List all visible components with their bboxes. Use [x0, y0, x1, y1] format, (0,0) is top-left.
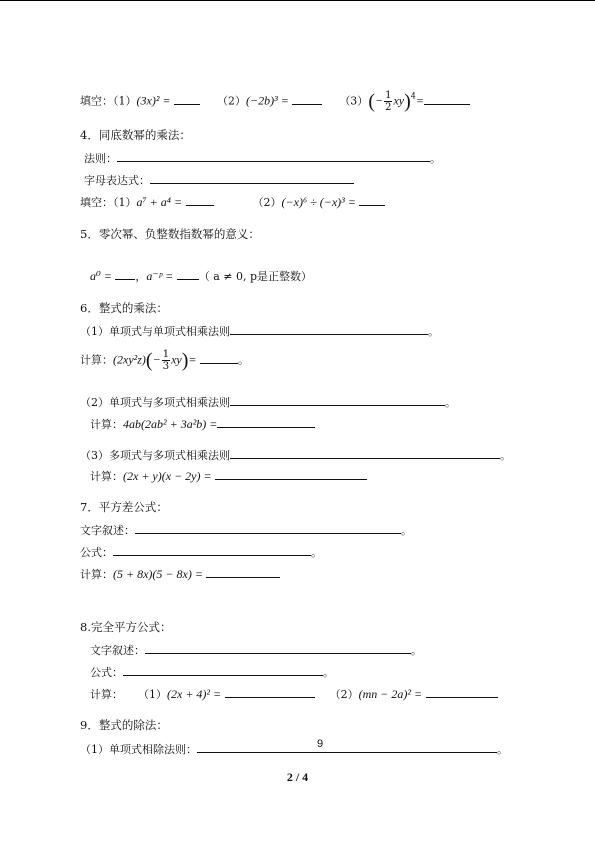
section-6-rule-2-row — [80, 393, 456, 411]
section-8-formula-label: 公式： — [90, 666, 123, 679]
power-item-3-variables: xy — [393, 93, 405, 108]
section-4-formula-row — [84, 171, 354, 189]
section-4-fill-2-expression: (−x)⁶ ÷ (−x)³ = — [281, 195, 356, 209]
section-4-rule-blank[interactable] — [117, 149, 430, 162]
section-6-calc-3-row — [90, 467, 367, 485]
section-9-title: 9．整式的除法： — [80, 718, 168, 732]
section-8-calc-1-blank[interactable] — [225, 685, 315, 698]
power-item-3-sign: − — [374, 93, 384, 108]
section-4-fill-1-blank[interactable] — [186, 193, 214, 206]
section-6-rule-1-label: （1）单项式与单项式相乘法则 — [80, 325, 230, 338]
power-item-3-denominator: 2 — [385, 102, 392, 113]
section-9-rule-row — [80, 740, 508, 758]
section-8-calc-1-number: （1） — [138, 688, 167, 701]
section-6-rule-1-period: 。 — [428, 325, 439, 338]
section-4-formula-blank[interactable] — [150, 171, 354, 184]
section-8-calc-2-blank[interactable] — [426, 685, 498, 698]
section-8-calc-label: 计算： — [90, 688, 123, 701]
section-6-calc-1-close-paren: ) — [181, 349, 189, 372]
section-6-calc-1-open-paren: ( — [145, 349, 153, 372]
power-item-3-numerator: 1 — [385, 90, 392, 101]
page-top-border — [0, 0, 595, 1]
section-4-formula-label: 字母表达式： — [84, 174, 150, 187]
section-9-rule-label: （1）单项式相除法则： — [80, 743, 197, 756]
power-item-3-open-paren: ( — [368, 90, 375, 113]
section-4-fill-2-blank[interactable] — [359, 193, 385, 206]
power-item-3-blank[interactable] — [424, 92, 470, 105]
section-7-formula-label: 公式： — [80, 546, 113, 559]
section-6-rule-1-blank[interactable] — [230, 322, 428, 335]
power-fill-row — [80, 90, 470, 113]
section-7-calc-row — [80, 565, 280, 583]
section-8-calc-1-expression: (2x + 4)² = — [167, 687, 222, 701]
section-8-text-label: 文字叙述： — [90, 644, 145, 657]
section-5-zero-power: a⁰ = — [90, 269, 112, 283]
section-6-calc-3-label: 计算： — [90, 470, 123, 483]
page-number: 2 / 4 — [286, 770, 309, 784]
section-4-fill-label: 填空： — [80, 196, 113, 209]
section-5-fill-row — [90, 267, 312, 285]
section-8-calc-2-expression: (mn − 2a)² = — [358, 687, 423, 701]
section-6-rule-3-label: （3）多项式与多项式相乘法则 — [80, 449, 230, 462]
section-6-calc-2-blank[interactable] — [217, 415, 315, 428]
section-6-rule-2-blank[interactable] — [230, 393, 445, 406]
section-6-calc-1-sign: − — [152, 352, 161, 367]
section-7-title: 7．平方差公式： — [80, 500, 168, 514]
section-9-rule-blank[interactable] — [197, 740, 497, 753]
section-4-fill-row — [80, 193, 385, 211]
section-7-text-row — [80, 521, 412, 539]
section-8-formula-blank[interactable] — [123, 663, 323, 676]
power-item-1-number: （1） — [113, 94, 137, 108]
section-4-rule-row — [84, 149, 441, 167]
section-7-calc-blank[interactable] — [206, 565, 280, 578]
section-8-text-blank[interactable] — [145, 641, 411, 654]
section-8-title: 8.完全平方公式： — [80, 620, 172, 634]
section-6-calc-1-row — [80, 349, 249, 372]
section-6-calc-1-blank[interactable] — [200, 351, 238, 364]
power-item-2-blank[interactable] — [292, 92, 322, 105]
section-9-rule-period: 。 — [497, 743, 508, 756]
section-6-calc-3-blank[interactable] — [215, 467, 367, 480]
power-item-3-fraction — [384, 90, 392, 113]
section-6-rule-3-period: 。 — [500, 449, 511, 462]
section-8-text-row — [90, 641, 422, 659]
power-item-3-close-paren: ) — [404, 90, 411, 113]
section-4-fill-2-number: （2） — [252, 196, 282, 209]
section-6-calc-1-fraction — [162, 349, 170, 372]
section-8-formula-period: 。 — [323, 666, 334, 679]
section-5-comma: ， — [135, 270, 147, 283]
section-6-rule-2-label: （2）单项式与多项式相乘法则 — [80, 396, 230, 409]
section-9-rule-filled-text: 9 — [317, 738, 324, 750]
section-6-calc-3-expression: (2x + y)(x − 2y) = — [123, 469, 212, 483]
section-6-calc-1-denominator: 3 — [162, 361, 170, 372]
section-4-title: 4．同底数幂的乘法： — [80, 128, 191, 142]
section-4-rule-label: 法则： — [84, 152, 117, 165]
power-item-3-number: （3） — [339, 94, 369, 108]
section-6-calc-2-expression: 4ab(2ab² + 3a²b) = — [123, 417, 218, 431]
section-6-title: 6．整式的乘法： — [80, 301, 168, 315]
section-6-calc-2-label: 计算： — [90, 418, 123, 431]
section-8-formula-row — [90, 663, 334, 681]
power-item-2-number: （2） — [217, 94, 247, 108]
section-5-negative-power-blank[interactable] — [177, 267, 199, 280]
section-4-rule-period: 。 — [430, 152, 441, 165]
section-7-calc-expression: (5 + 8x)(5 − 8x) = — [113, 567, 203, 581]
section-6-rule-1-row — [80, 322, 439, 340]
section-6-rule-3-blank[interactable] — [230, 446, 500, 459]
section-5-condition: （ a ≠ 0, p是正整数） — [198, 270, 313, 283]
section-7-text-period: 。 — [401, 524, 412, 537]
section-6-rule-2-period: 。 — [445, 396, 456, 409]
section-6-calc-1-factor-a: (2xy²z) — [113, 352, 146, 367]
section-4-fill-1-expression: a⁷ + a⁴ = — [136, 195, 183, 209]
power-fill-label: 填空： — [80, 94, 113, 108]
section-6-calc-1-period: 。 — [238, 353, 250, 367]
section-6-rule-3-row — [80, 446, 511, 464]
section-7-text-blank[interactable] — [135, 521, 401, 534]
section-5-title: 5．零次幂、负整数指数幂的意义： — [80, 227, 260, 241]
section-7-formula-blank[interactable] — [113, 543, 311, 556]
section-6-calc-1-variables: xy — [171, 352, 182, 367]
section-8-calc-2-number: （2） — [329, 688, 359, 701]
power-item-3-exponent: 4 — [410, 91, 416, 101]
power-item-1-blank[interactable] — [174, 92, 200, 105]
section-5-zero-power-blank[interactable] — [115, 267, 135, 280]
section-7-calc-label: 计算： — [80, 568, 113, 581]
section-6-calc-1-numerator: 1 — [162, 349, 170, 360]
section-6-calc-1-equals: = — [188, 352, 197, 367]
section-6-calc-2-row — [90, 415, 315, 433]
section-7-formula-row — [80, 543, 322, 561]
section-7-formula-period: 。 — [311, 546, 322, 559]
power-item-3-equals: = — [415, 93, 424, 108]
section-8-calc-row — [90, 685, 498, 703]
section-5-negative-power: a⁻ᵖ = — [146, 269, 174, 283]
power-item-2-expression: (−2b)³ = — [246, 93, 289, 108]
section-4-fill-1-number: （1） — [113, 196, 137, 209]
section-8-text-period: 。 — [411, 644, 422, 657]
section-6-calc-1-label: 计算： — [80, 353, 113, 367]
power-item-1-expression: (3x)² = — [136, 93, 171, 108]
section-7-text-label: 文字叙述： — [80, 524, 135, 537]
